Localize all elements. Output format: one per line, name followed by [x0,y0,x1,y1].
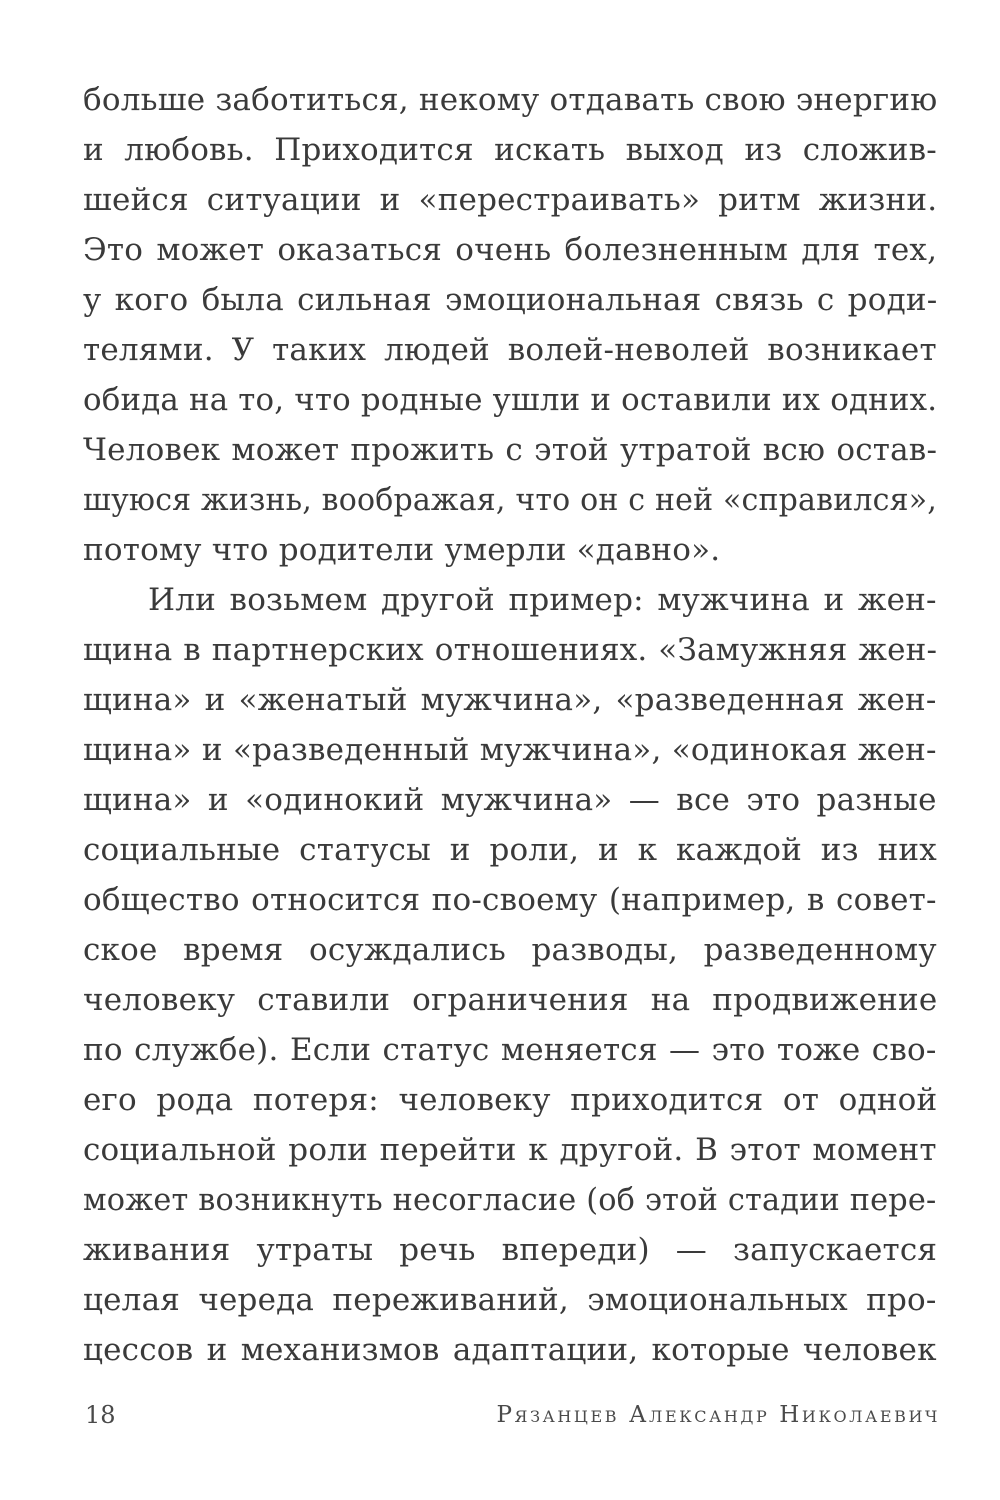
page-footer [0,1395,1000,1435]
text-line: может возникнуть несогласие (об этой стадии пере- [83,1182,937,1218]
text-line: больше заботиться, некому отдавать свою энергию [83,82,938,118]
text-line: ское время осуждались разводы, разведенному [83,932,937,968]
paragraph-first-line: Или возьмем другой пример: мужчина и жен- [148,582,937,618]
text-line: щина в партнерских отношениях. «Замужняя жен- [83,632,938,668]
text-line: по службе). Если статус меняется — это тоже сво- [83,1032,937,1068]
text-line: шейся ситуации и «перестраивать» ритм жизни. [83,182,938,218]
text-line: общество относится по-своему (например, в совет- [83,882,937,918]
text-line: и любовь. Приходится искать выход из сложив- [83,132,937,168]
text-line: у кого была сильная эмоциональная связь с роди- [83,282,938,318]
text-line: социальные статусы и роли, и к каждой из них [83,832,937,868]
text-line: социальной роли перейти к другой. В этот момент [83,1132,937,1168]
text-line: человеку ставили ограничения на продвижение [83,982,938,1018]
text-line: телями. У таких людей волей-неволей возникает [83,332,937,368]
text-line: Это может оказаться очень болезненным для тех, [83,232,938,268]
text-line: живания утраты речь впереди) — запускается [83,1232,938,1268]
text-line: Человек может прожить с этой утратой всю остав- [83,432,938,468]
text-line: щина» и «женатый мужчина», «разведенная жен- [83,682,937,718]
running-author: Рязанцев Александр Николаевич [496,1402,940,1428]
text-line: цессов и механизмов адаптации, которые человек [83,1332,937,1368]
text-line: его рода потеря: человеку приходится от одной [83,1082,938,1118]
text-line: обида на то, что родные ушли и оставили их одних. [83,382,938,418]
text-line: щина» и «разведенный мужчина», «одинокая жен- [83,732,937,768]
text-line: целая череда переживаний, эмоциональных про- [83,1282,937,1318]
text-line: шуюся жизнь, воображая, что он с ней «справился», [83,482,937,518]
text-line: щина» и «одинокий мужчина» — все это разные [83,782,937,818]
page-number: 18 [85,1401,116,1429]
text-line: потому что родители умерли «давно». [83,532,721,568]
